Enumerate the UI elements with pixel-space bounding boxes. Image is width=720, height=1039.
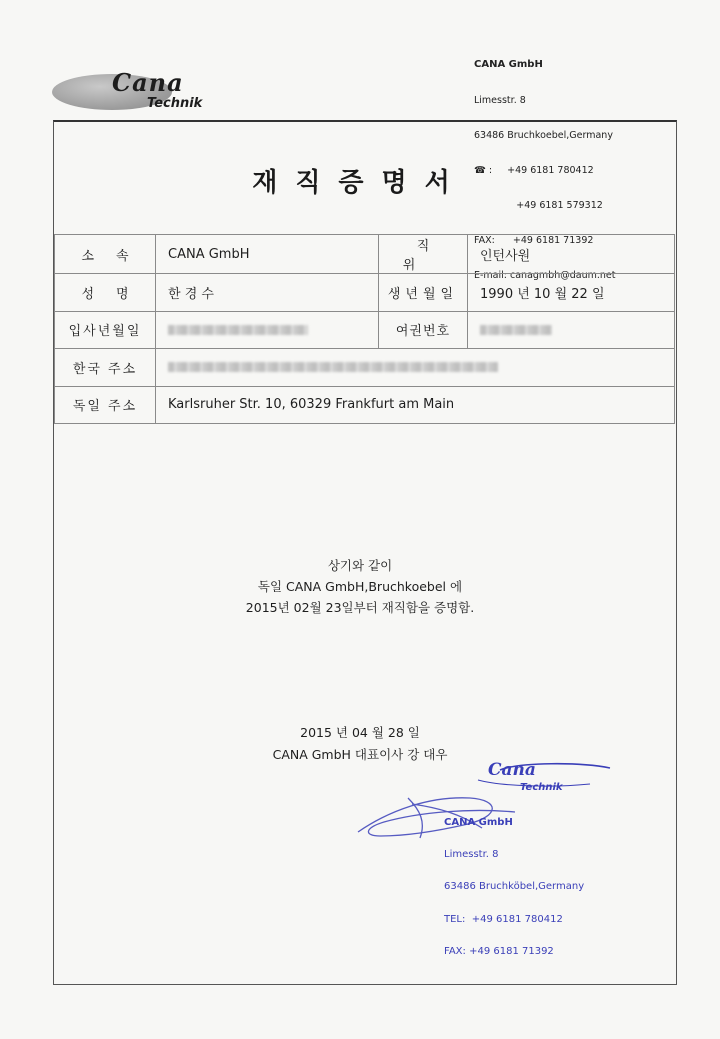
- table-row: [55, 235, 675, 274]
- redacted-join-date: [168, 325, 308, 335]
- header-phone-2: +49 6181 579312: [474, 199, 603, 211]
- join-date-label: 입사년월일: [55, 311, 156, 349]
- korea-address-value: [156, 349, 675, 387]
- stamp-technik-text: Technik: [520, 782, 563, 793]
- company-logo: [52, 62, 237, 120]
- header-street: Limesstr. 8: [474, 94, 526, 106]
- header-email: E-mail: canagmbh@daum.net: [474, 270, 616, 282]
- position-value: 인턴사원: [468, 235, 675, 274]
- stamp-fax: FAX: +49 6181 71392: [444, 946, 554, 958]
- name-label: 성명: [55, 274, 156, 312]
- header-phone-1: ☎ : +49 6181 780412: [474, 164, 594, 176]
- header-city: 63486 Bruchkoebel,Germany: [474, 129, 613, 141]
- stamp-address-block: [444, 796, 584, 980]
- birth-date-label: 생년월일: [379, 274, 468, 312]
- position-label: 직위: [379, 235, 468, 274]
- redacted-passport: [480, 325, 552, 335]
- table-row: [55, 386, 675, 423]
- table-row: [55, 311, 675, 349]
- certification-statement: [0, 555, 720, 618]
- affiliation-label: 소속: [55, 235, 156, 274]
- employee-info-table: [54, 234, 675, 424]
- document-title: 재직증명서: [252, 168, 468, 198]
- header-company-name: CANA GmbH: [474, 59, 543, 71]
- germany-address-value: Karlsruher Str. 10, 60329 Frankfurt am Main: [156, 386, 675, 423]
- stamp-company: CANA GmbH: [444, 816, 513, 828]
- stamp-cana-text: Cana: [488, 760, 536, 780]
- passport-value: [468, 311, 675, 349]
- passport-label: 여권번호: [379, 311, 468, 349]
- germany-address-label: 독일 주소: [55, 386, 156, 423]
- header-fax: FAX: +49 6181 71392: [474, 234, 594, 246]
- redacted-korea-address: [168, 362, 498, 372]
- statement-line-3: 2015년 02월 23일부터 재직함을 증명함.: [245, 600, 475, 615]
- table-row: [55, 274, 675, 312]
- signer-line: CANA GmbH 대표이사 강 대우: [272, 747, 448, 762]
- table-row: [55, 349, 675, 387]
- korea-address-label: 한국 주소: [55, 349, 156, 387]
- stamp-street: Limesstr. 8: [444, 848, 499, 860]
- name-value: 한 경 수: [156, 274, 379, 312]
- statement-line-2: 독일 CANA GmbH,Bruchkoebel 에: [257, 579, 463, 594]
- company-stamp: [350, 758, 620, 958]
- affiliation-value: CANA GmbH: [156, 235, 379, 274]
- logo-technik-text: Technik: [147, 96, 203, 111]
- logo-cana-text: Cana: [112, 68, 184, 97]
- stamp-city: 63486 Bruchköbel,Germany: [444, 881, 585, 893]
- join-date-value: [156, 311, 379, 349]
- statement-line-1: 상기와 같이: [327, 558, 393, 573]
- issue-date: 2015 년 04 월 28 일: [300, 725, 420, 740]
- birth-date-value: 1990 년 10 월 22 일: [468, 274, 675, 312]
- stamp-tel: TEL: +49 6181 780412: [444, 913, 563, 925]
